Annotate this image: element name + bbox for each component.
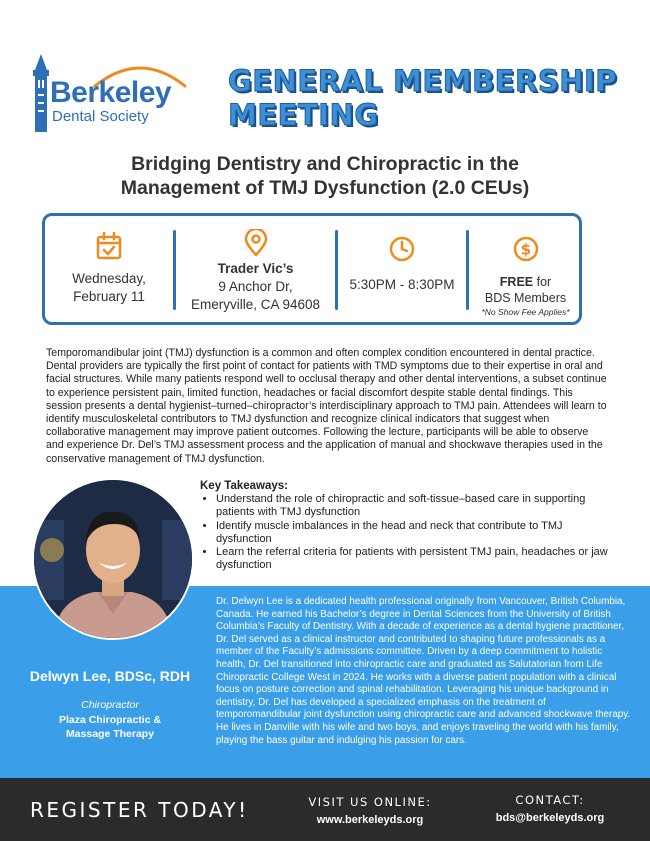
- clock-icon: [389, 236, 415, 262]
- svg-text:$: $: [520, 240, 531, 259]
- takeaways-list: [200, 493, 610, 572]
- event-time: [338, 216, 466, 322]
- website-link[interactable]: www.berkeleyds.org: [316, 814, 424, 826]
- session-title-line-2: Management of TMJ Dysfunction (2.0 CEUs): [120, 177, 530, 199]
- speaker-name: Delwyn Lee, BDSc, RDH: [29, 668, 191, 684]
- event-date: [45, 216, 173, 322]
- contact-label: CONTACT:: [515, 793, 585, 807]
- berkeley-dental-society-logo: [30, 52, 190, 132]
- campanile-tower-icon: [30, 52, 52, 132]
- practice-line-1: Plaza Chiropractic &: [58, 714, 162, 726]
- register-call-to-action[interactable]: REGISTER TODAY!: [30, 798, 249, 822]
- speaker-role: Chiropractor: [81, 699, 139, 711]
- calendar-icon: [96, 232, 122, 260]
- list-item: • Identify muscle imbalances in the head and neck that contribute to TMJ dysfunction: [216, 520, 610, 546]
- venue-name: Trader Vic’s: [217, 261, 294, 276]
- price-free: FREE: [499, 275, 534, 289]
- date-weekday: Wednesday,: [72, 271, 146, 286]
- takeaways-title: Key Takeaways:: [200, 480, 289, 492]
- price-for: for: [533, 275, 552, 289]
- session-title-line-1: Bridging Dentistry and Chiropractic in the: [131, 153, 519, 175]
- visit-label: VISIT US ONLINE:: [308, 795, 432, 809]
- date-day: February 11: [73, 289, 145, 304]
- speaker-photo: [32, 478, 194, 640]
- location-pin-icon: [244, 229, 268, 257]
- contact-email-link[interactable]: bds@berkeleyds.org: [495, 812, 605, 824]
- list-item: • Learn the referral criteria for patients with persistent TMJ pain, headaches or jaw dysfunction: [216, 546, 610, 572]
- key-takeaways: [200, 480, 610, 572]
- logo-subtitle: Dental Society: [52, 108, 149, 125]
- speaker-practice: [10, 713, 210, 741]
- list-item: • Understand the role of chiropractic and soft-tissue–based care in supporting patients with TMJ dysfunction: [216, 493, 610, 519]
- event-venue: [176, 216, 335, 322]
- speaker-bio: Dr. Delwyn Lee is a dedicated health professional originally from Vancouver, British Columbia, Canada. He earned his Bachelor’s degree in Dental Sciences from the University of British Columbia’s Faculty of Dentistry. With a decade of experience as a dental hygiene practitioner, Dr. Del served as a clinical instructor and contributed to shaping future professionals as a member of the Faculty’s admissions committee. Driven by a deep commitment to holistic health, Dr. Del transitioned into chiropractic care and graduated as Salutatorian from Life Chiropractic College West in 2024. He works with a diverse patient population with a clinical focus on posture correction and spinal rehabilitation. Leveraging his unique background in dentistry, Dr. Del has developed a specialized emphasis on the treatment of temporomandibular joint dysfunction using chiropractic care and advanced shockwave therapy. He lives in Danville with his wife and two boys, and enjoys traveling the world with his family, playing the bass guitar and indulging his passion for cars.: [216, 596, 631, 746]
- session-description: Temporomandibular joint (TMJ) dysfunction is a common and often complex condition encountered in dental practice. Dental providers are typically the first point of contact for patients with TMD symptoms due to their expertise in oral and facial structures. While many patients respond well to occlusal therapy and other dental interventions, a subset continue to experience persistent pain, limited function, headaches or facial discomfort despite stable dental findings. This session presents a dental hygienist–turned–chiropractor’s interdisciplinary approach to TMJ pain. Attendees will learn to identify musculoskeletal contributors to TMJ dysfunction and recognize clinical indicators that suggest when collaborative management may improve patient outcomes. Following the lecture, participants will be able to observe and experience Dr. Del’s TMJ assessment process and the application of manual and shockwave therapies used in the conservative management of TMJ dysfunction.: [46, 347, 607, 465]
- venue-street: 9 Anchor Dr,: [218, 279, 293, 294]
- meeting-headline: [228, 64, 628, 132]
- headline-line-1: GENERAL MEMBERSHIP: [228, 64, 618, 98]
- logo-wordmark: Berkeley: [50, 76, 172, 109]
- time-range: 5:30PM - 8:30PM: [349, 277, 455, 292]
- headline-line-2: MEETING: [228, 98, 379, 132]
- speaker-portrait-illustration: [34, 480, 192, 638]
- session-title: [20, 152, 630, 200]
- event-price: [469, 216, 582, 322]
- price-line-1: [469, 274, 582, 290]
- price-audience: BDS Members: [484, 291, 567, 305]
- venue-city: Emeryville, CA 94608: [190, 297, 321, 312]
- event-details-box: [42, 213, 582, 325]
- practice-line-2: Massage Therapy: [65, 728, 155, 740]
- no-show-note: *No Show Fee Applies*: [481, 307, 570, 317]
- dollar-icon: [513, 236, 539, 262]
- footer-bar: [0, 778, 650, 841]
